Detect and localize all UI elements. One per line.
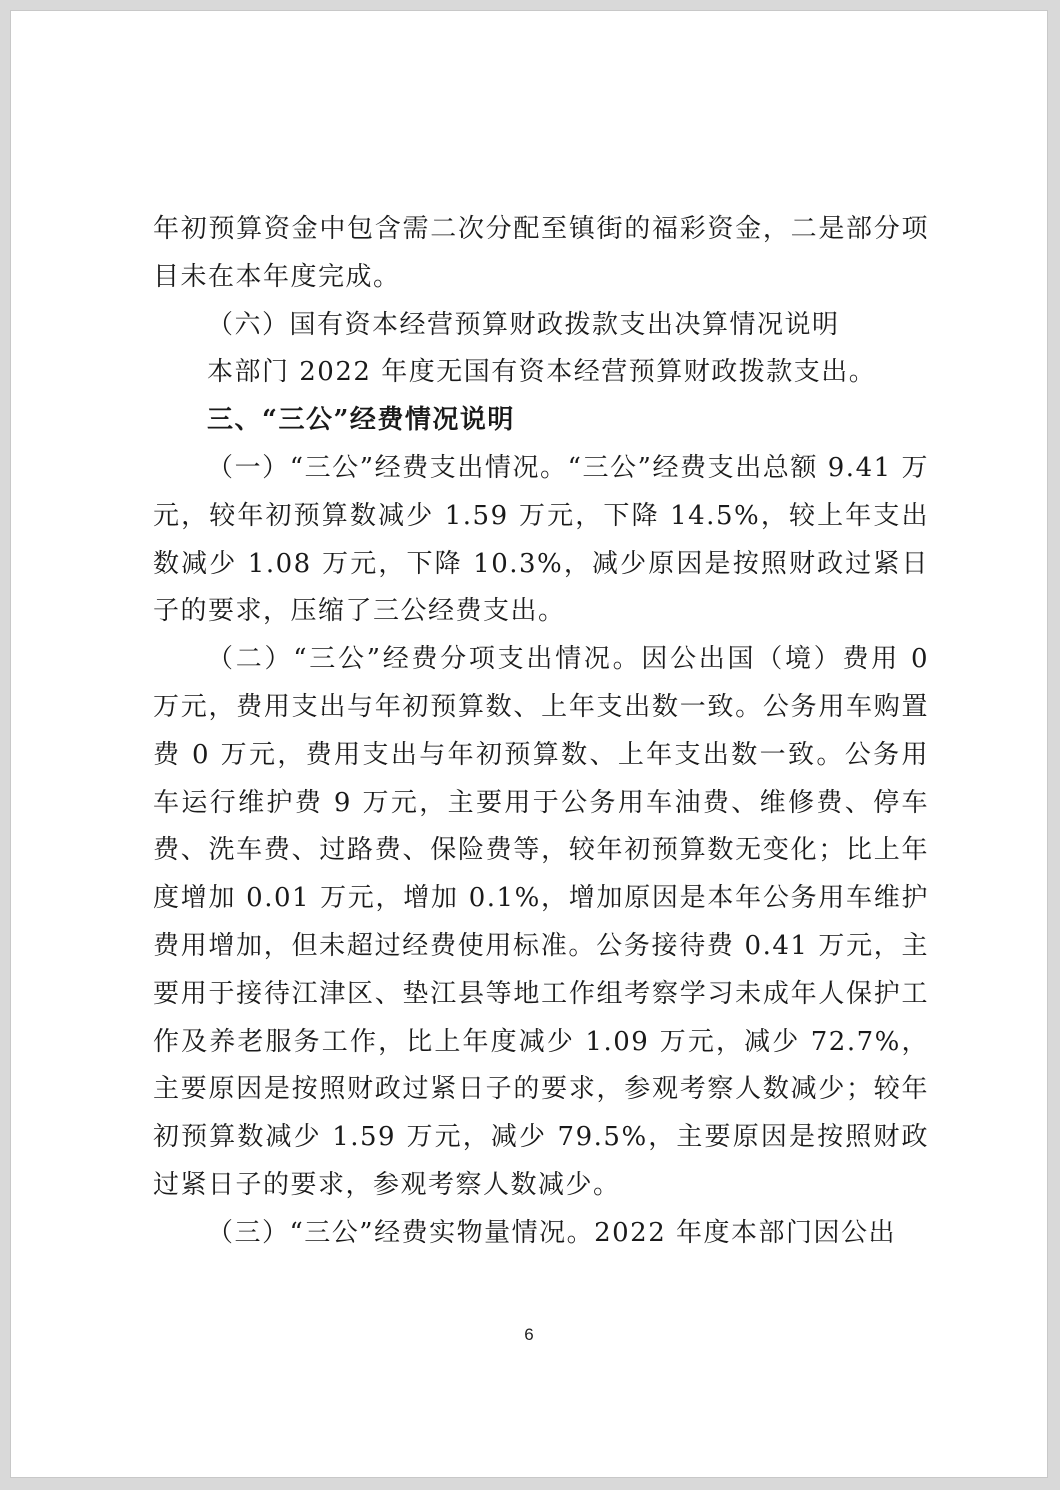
paragraph-expenditure-breakdown: （二）“三公”经费分项支出情况。因公出国（境）费用 0 万元，费用支出与年初预算数、上年支出数一致。公务用车购置费 0 万元，费用支出与年初预算数、上年支出数一致。公务用车运行维护费 9 万元，主要用于公务用车油费、维修费、停车费、洗车费、过路费、保险费等，较年初预算数无变化；比上年度增加 0.01 万元，增加 0.1%，增加原因是本年公务用车维护费用增加，但未超过经费使用标准。公务接待费 0.41 万元，主要用于接待江津区、垫江县等地工作组考察学习未成年人保护工作及养老服务工作，比上年度减少 1.09 万元，减少 72.7%，主要原因是按照财政过紧日子的要求，参观考察人数减少；较年初预算数减少 1.59 万元，减少 79.5%，主要原因是按照财政过紧日子的要求，参观考察人数减少。 [153, 644, 929, 1200]
paragraph-state-capital: 本部门 2022 年度无国有资本经营预算财政拨款支出。 [207, 357, 877, 388]
document-page [10, 10, 1048, 1478]
paragraph-continuation: 年初预算资金中包含需二次分配至镇街的福彩资金，二是部分项目未在本年度完成。 [153, 214, 929, 292]
page-number: 6 [524, 1325, 534, 1344]
section-heading-three-public: 三、“三公”经费情况说明 [207, 405, 515, 436]
document-body [153, 206, 929, 1258]
paragraph-physical-quantity: （三）“三公”经费实物量情况。2022 年度本部门因公出 [207, 1217, 897, 1248]
paragraph-expenditure-overview: （一）“三公”经费支出情况。“三公”经费支出总额 9.41 万元，较年初预算数减少 1.59 万元，下降 14.5%，较上年支出数减少 1.08 万元，下降 10.3%，减少原因是按照财政过紧日子的要求，压缩了三公经费支出。 [153, 452, 929, 627]
section-heading-six: （六）国有资本经营预算财政拨款支出决算情况说明 [207, 309, 840, 340]
